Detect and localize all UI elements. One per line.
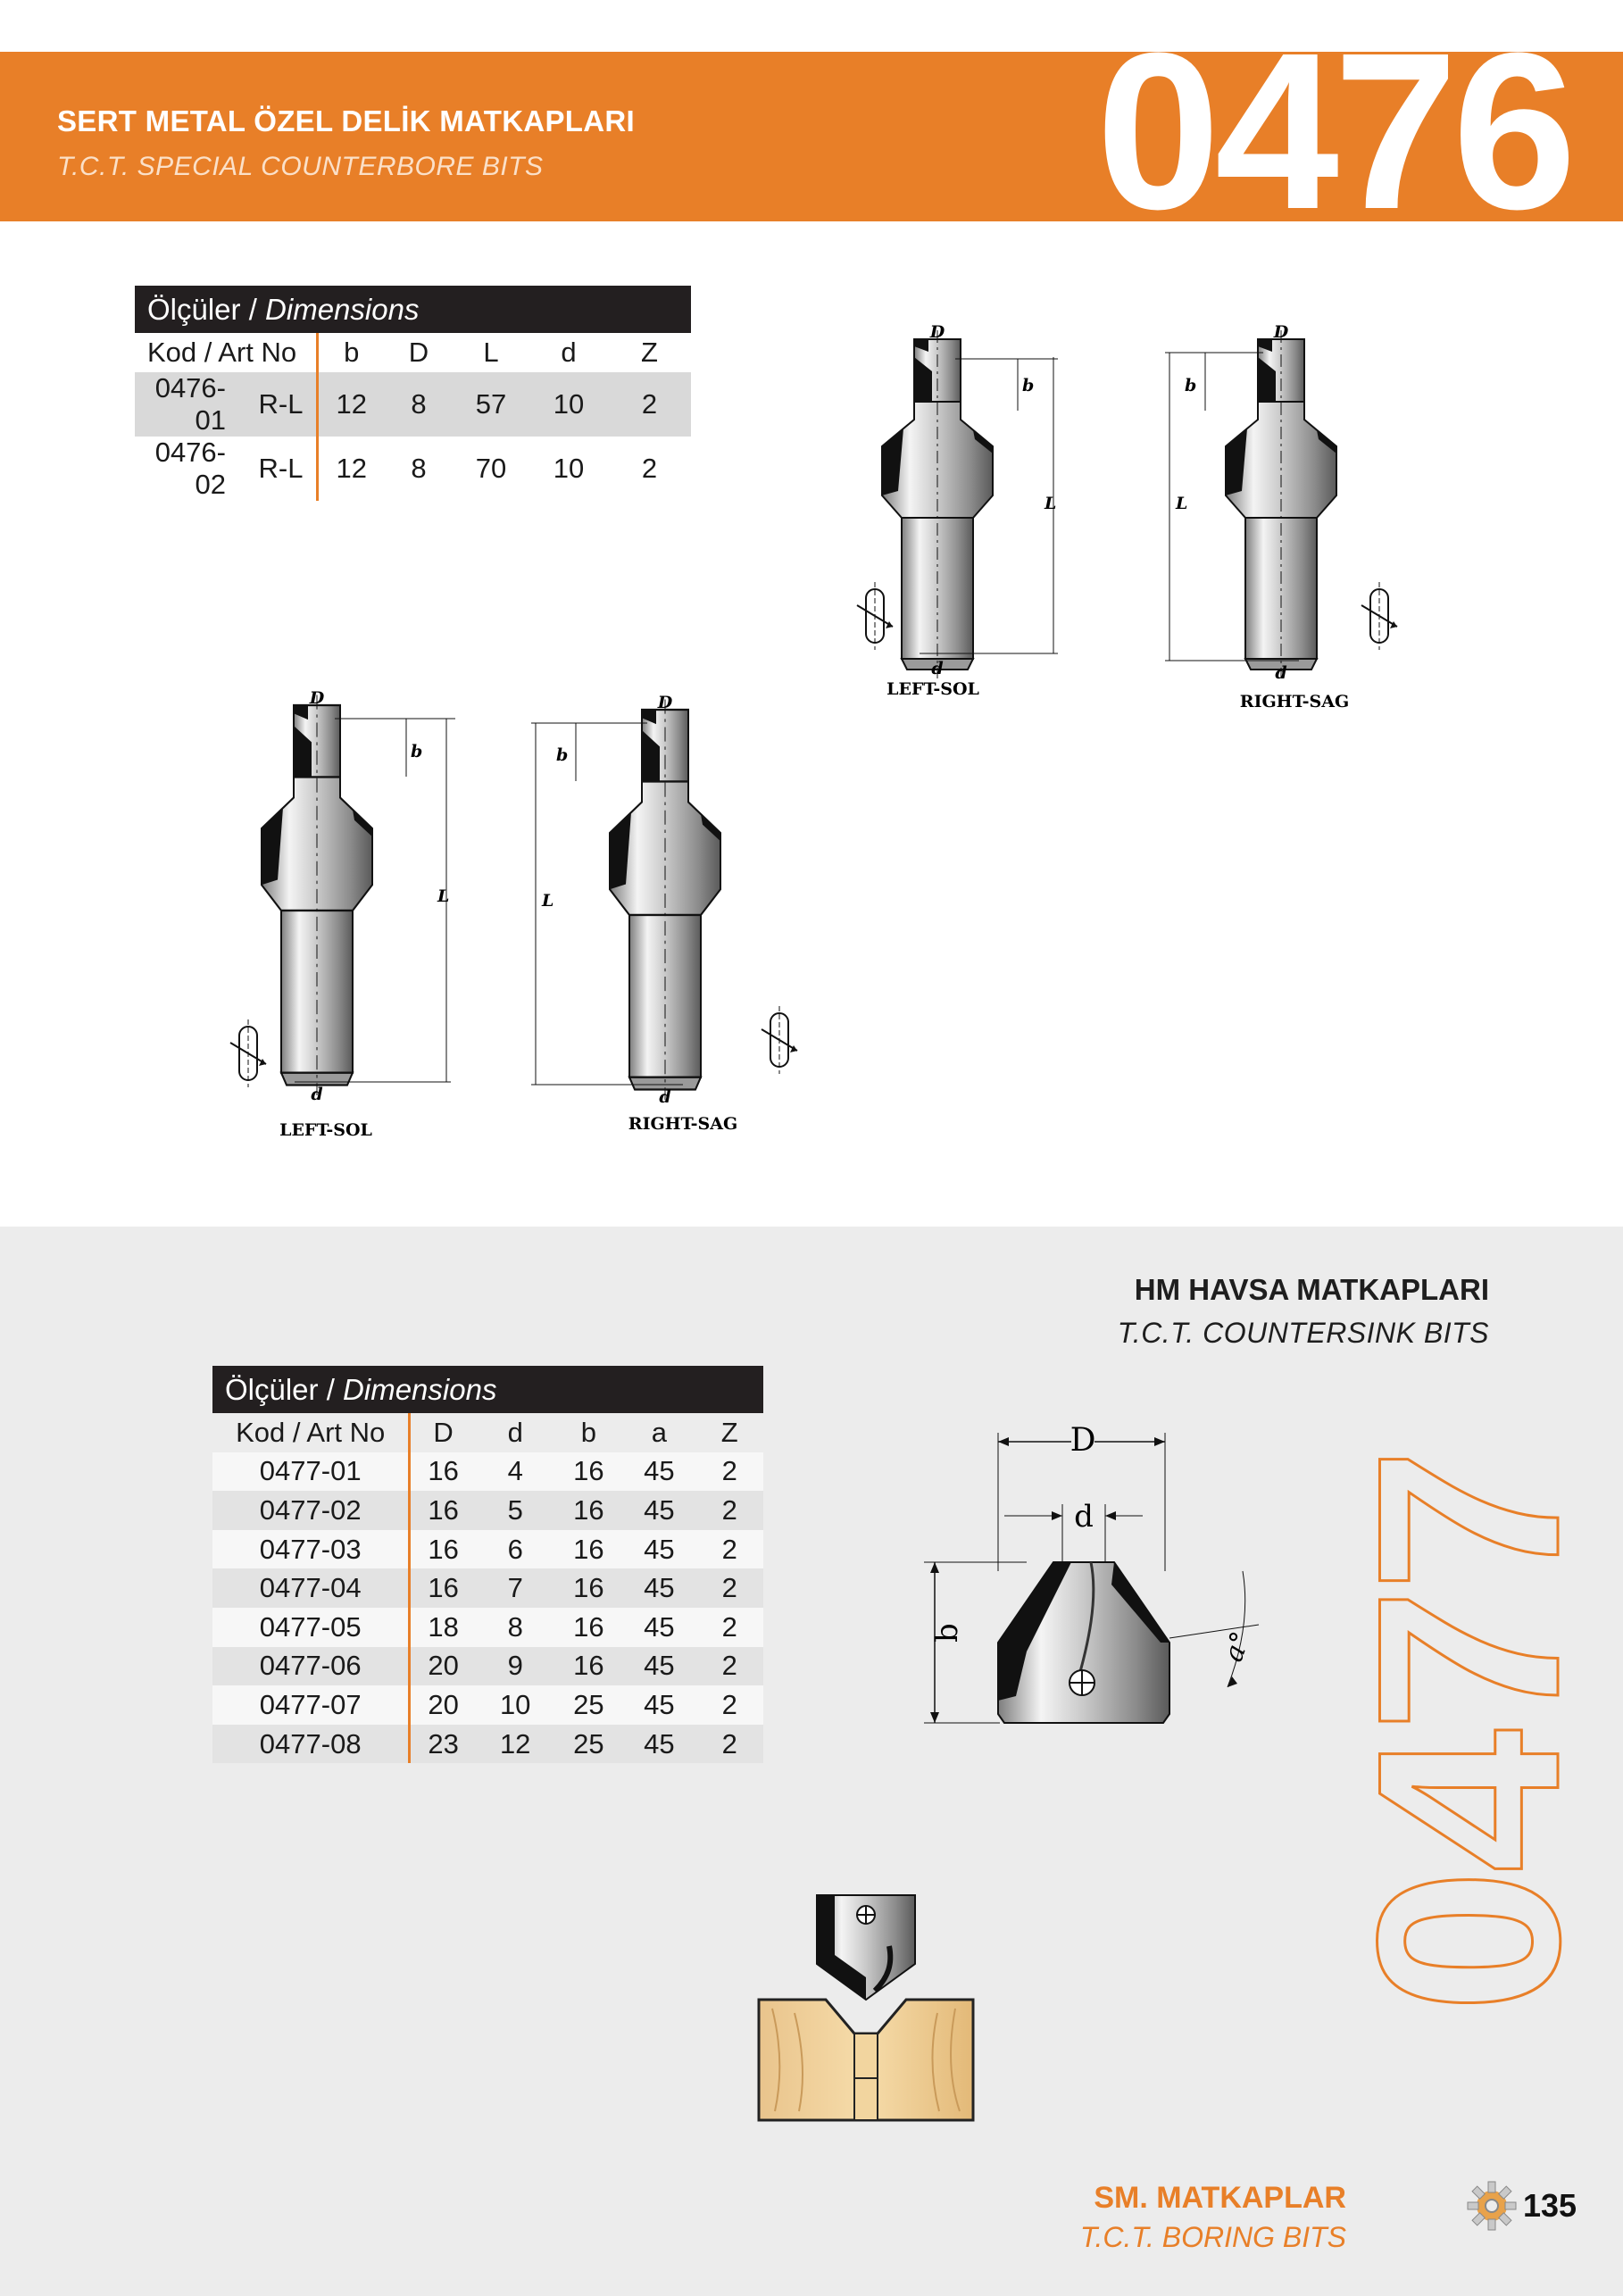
cell-D: 16	[410, 1452, 476, 1492]
cell-b: 12	[336, 452, 367, 484]
cell-code: 0477-04	[212, 1568, 410, 1608]
cell-code: 0477-01	[212, 1452, 410, 1492]
cell-a: 45	[622, 1685, 695, 1725]
cell-d: 7	[476, 1568, 555, 1608]
footer-title-tr: SM. MATKAPLAR	[1094, 2181, 1346, 2215]
cell-b: 16	[555, 1452, 623, 1492]
cell-b: 12	[317, 372, 385, 437]
dimensions-table-0476	[135, 286, 691, 501]
cell-d: 6	[476, 1530, 555, 1569]
table-row	[212, 1647, 763, 1686]
bit-drawing-left-2	[196, 678, 464, 1152]
dim-b-label: b	[556, 745, 569, 765]
table-row	[212, 1568, 763, 1608]
cell-d: 9	[476, 1647, 555, 1686]
dimensions-table-0477	[212, 1366, 763, 1763]
dim-L-label: L	[437, 886, 450, 906]
right-sag-label: RIGHT-SAG	[1239, 692, 1350, 711]
bit-drawing-right-2	[522, 687, 817, 1152]
cell-D: 16	[410, 1568, 476, 1608]
col-D: D	[408, 336, 429, 368]
dim-a-label: a°	[1218, 1627, 1258, 1667]
cell-b: 16	[555, 1491, 623, 1530]
cell-code: 0477-02	[212, 1491, 410, 1530]
cell-d: 8	[476, 1608, 555, 1647]
dim-L-label: L	[1176, 494, 1188, 513]
cell-code: 0477-08	[212, 1725, 410, 1764]
countersink-drawing	[920, 1419, 1277, 1741]
dim-d-label: d	[1074, 1499, 1094, 1535]
header-title-tr: SERT METAL ÖZEL DELİK MATKAPLARI	[57, 104, 635, 137]
cell-code: 0477-06	[212, 1647, 410, 1686]
cell-D: 16	[410, 1491, 476, 1530]
cell-d: 12	[476, 1725, 555, 1764]
rotation-arrow-icon	[857, 582, 893, 650]
table-header	[135, 333, 691, 372]
col-L: L	[483, 336, 499, 368]
footer-title-en: T.C.T. BORING BITS	[1079, 2221, 1346, 2253]
cell-a: 45	[622, 1530, 695, 1569]
table-row	[135, 372, 691, 437]
table-title-en: Dimensions	[265, 292, 420, 326]
cell-a: 45	[622, 1725, 695, 1764]
cell-L: 57	[453, 372, 529, 437]
col-b: b	[344, 336, 360, 368]
cell-d: 4	[476, 1452, 555, 1492]
table-title-sep: /	[240, 292, 266, 326]
dim-d-label: d	[1275, 663, 1287, 683]
table-row	[212, 1452, 763, 1492]
bit-drawing-left-1	[830, 321, 1062, 714]
cell-D: 23	[410, 1725, 476, 1764]
cell-b: 25	[555, 1685, 623, 1725]
dim-D-label: D	[309, 688, 325, 708]
col-a: a	[622, 1413, 695, 1452]
cell-d: 10	[476, 1685, 555, 1725]
table-title	[212, 1366, 763, 1413]
left-sol-label: LEFT-SOL	[886, 679, 979, 699]
page-number: 135	[1523, 2187, 1577, 2224]
table-header	[212, 1413, 763, 1452]
product-code-0477	[1324, 1375, 1613, 2017]
col-code: Kod / Art No	[212, 1413, 410, 1452]
col-b: b	[555, 1413, 623, 1452]
dim-d-label: d	[931, 659, 944, 678]
cell-dir: R-L	[231, 372, 317, 437]
cell-code: 0477-05	[212, 1608, 410, 1647]
table-row	[135, 437, 691, 501]
cell-code: 0476-01	[135, 372, 231, 437]
table-row	[212, 1608, 763, 1647]
dim-b-label: b	[929, 1623, 965, 1643]
cell-Z: 2	[695, 1685, 763, 1725]
cell-b: 16	[555, 1608, 623, 1647]
rotation-arrow-icon	[762, 1006, 797, 1074]
cell-D: 16	[410, 1530, 476, 1569]
cell-Z: 2	[695, 1530, 763, 1569]
dim-b-label: b	[411, 742, 423, 761]
cell-code: 0477-03	[212, 1530, 410, 1569]
table-title	[135, 286, 691, 333]
table-row	[212, 1491, 763, 1530]
cell-L: 70	[475, 452, 507, 484]
cell-Z: 2	[608, 372, 691, 437]
cell-a: 45	[622, 1647, 695, 1686]
cell-a: 45	[622, 1568, 695, 1608]
cell-D: 8	[385, 372, 453, 437]
table-title-tr: Ölçüler	[147, 292, 241, 326]
cell-D: 18	[410, 1608, 476, 1647]
cell-b: 25	[555, 1725, 623, 1764]
cell-b: 16	[555, 1647, 623, 1686]
cell-D: 8	[411, 452, 427, 484]
cell-Z: 2	[695, 1647, 763, 1686]
cell-code: 0477-07	[212, 1685, 410, 1725]
product-code-0476: 0476	[1095, 6, 1571, 255]
cell-b: 16	[555, 1568, 623, 1608]
col-d: d	[561, 336, 577, 368]
cell-a: 45	[622, 1608, 695, 1647]
dim-L-label: L	[542, 891, 554, 911]
cell-d: 10	[529, 372, 608, 437]
product-code-0477-text: 0477	[1324, 1451, 1613, 2013]
gear-icon	[1464, 2178, 1519, 2234]
col-Z: Z	[641, 336, 658, 368]
table-title-tr: Ölçüler	[225, 1372, 319, 1406]
rotation-arrow-icon	[1361, 582, 1397, 650]
table-title-sep: /	[318, 1372, 344, 1406]
rotation-arrow-icon	[230, 1019, 266, 1087]
cell-dir: R-L	[231, 437, 317, 501]
right-sag-label: RIGHT-SAG	[628, 1114, 738, 1134]
dim-b-label: b	[1022, 376, 1035, 395]
cell-Z: 2	[695, 1608, 763, 1647]
cell-a: 45	[622, 1452, 695, 1492]
col-Z: Z	[695, 1413, 763, 1452]
cell-Z: 2	[641, 452, 658, 484]
section2-title-tr: HM HAVSA MATKAPLARI	[1134, 1273, 1489, 1306]
cell-D: 20	[410, 1647, 476, 1686]
cell-Z: 2	[695, 1568, 763, 1608]
dim-D-label: D	[929, 322, 945, 342]
dim-d-label: d	[311, 1085, 323, 1104]
cell-D: 20	[410, 1685, 476, 1725]
cell-Z: 2	[695, 1491, 763, 1530]
dim-D-label: D	[1070, 1422, 1096, 1459]
table-title-en: Dimensions	[343, 1372, 497, 1406]
cell-code: 0476-02	[154, 436, 226, 500]
dim-L-label: L	[1045, 494, 1057, 513]
dim-b-label: b	[1185, 376, 1197, 395]
cell-Z: 2	[695, 1725, 763, 1764]
cell-Z: 2	[695, 1452, 763, 1492]
dim-d-label: d	[659, 1087, 671, 1107]
cell-a: 45	[622, 1491, 695, 1530]
section2-title-en: T.C.T. COUNTERSINK BITS	[1117, 1317, 1489, 1349]
left-sol-label: LEFT-SOL	[279, 1120, 372, 1140]
cell-d: 10	[553, 452, 585, 484]
bit-drawing-right-1	[1156, 321, 1424, 723]
countersink-application-illustration	[687, 1839, 1045, 2196]
col-d: d	[476, 1413, 555, 1452]
cell-b: 16	[555, 1530, 623, 1569]
dim-D-label: D	[1273, 322, 1289, 342]
table-row	[212, 1685, 763, 1725]
table-row	[212, 1725, 763, 1764]
header-title-en: T.C.T. SPECIAL COUNTERBORE BITS	[57, 152, 544, 181]
cell-d: 5	[476, 1491, 555, 1530]
table-row	[212, 1530, 763, 1569]
dim-D-label: D	[657, 693, 673, 712]
col-code: Kod / Art No	[135, 333, 317, 372]
col-D: D	[410, 1413, 476, 1452]
